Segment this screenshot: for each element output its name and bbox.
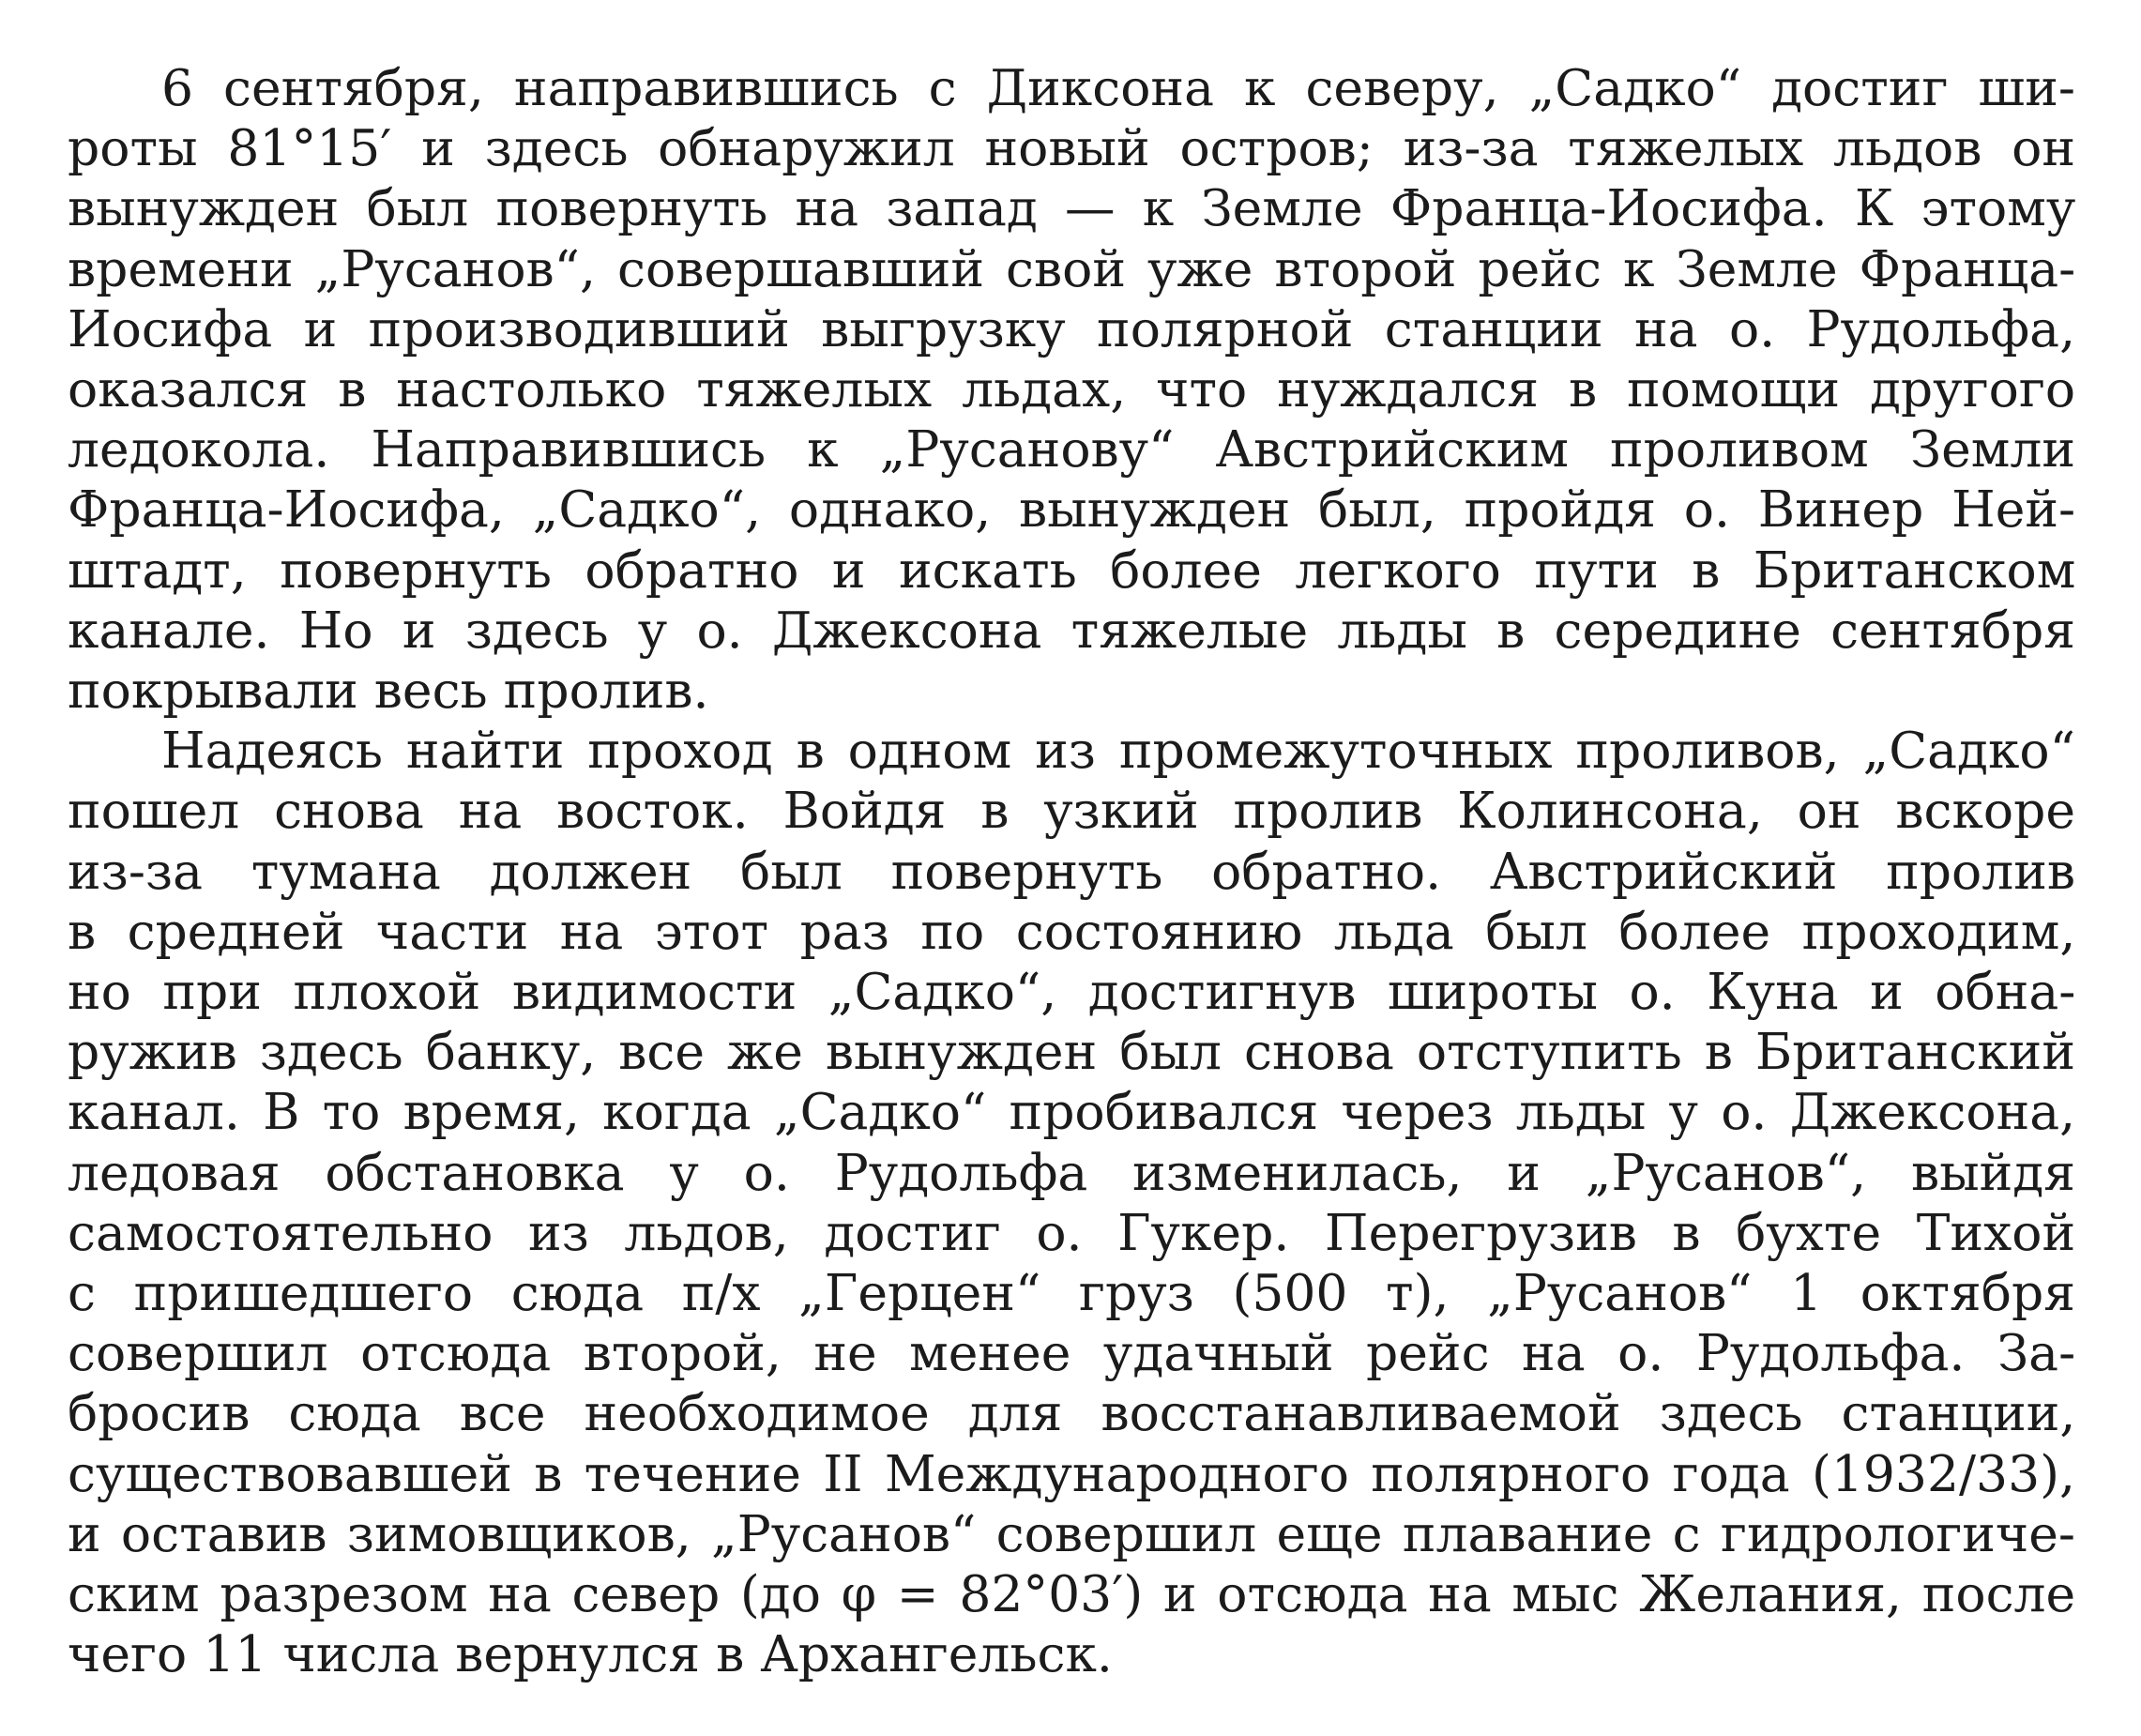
text-line: ледовая обстановка у о. Рудольфа изменилась, и „Русанов“, выйдя xyxy=(68,1142,2075,1202)
text-line: Надеясь найти проход в одном из промежуточных проливов, „Садко“ xyxy=(161,721,2075,781)
text-line: времени „Русанов“, совершавший свой уже второй рейс к Земле Франца- xyxy=(68,238,2076,298)
paragraph-1 xyxy=(68,58,2075,721)
text-line: 6 сентября, направившись с Диксона к северу, „Садко“ достиг ши- xyxy=(161,58,2075,117)
text-line: канале. Но и здесь у о. Джексона тяжелые льды в середине сентября xyxy=(68,600,2075,660)
text-line: Иосифа и производивший выгрузку полярной станции на о. Рудольфа, xyxy=(68,298,2076,358)
text-line: совершил отсюда второй, не менее удачный рейс на о. Рудольфа. За- xyxy=(68,1323,2076,1383)
text-line: Франца-Иосифа, „Садко“, однако, вынужден был, пройдя о. Винер Ней- xyxy=(68,480,2076,540)
text-line: ледокола. Направившись к „Русанову“ Австрийским проливом Земли xyxy=(68,419,2075,480)
text-line: из-за тумана должен был повернуть обратно. Австрийский пролив xyxy=(68,841,2075,901)
page-text xyxy=(68,58,2075,1684)
text-line: пошел снова на восток. Войдя в узкий пролив Колинсона, он вскоре xyxy=(68,781,2075,841)
text-line: самостоятельно из льдов, достиг о. Гукер. Перегрузив в бухте Тихой xyxy=(68,1202,2076,1262)
text-line: но при плохой видимости „Садко“, достигнув широты о. Куна и обна- xyxy=(68,962,2076,1022)
text-line: чего 11 числа вернулся в Архангельск. xyxy=(68,1624,1113,1684)
text-line: в средней части на этот раз по состоянию льда был более проходим, xyxy=(68,901,2076,961)
text-line: ружив здесь банку, все же вынужден был снова отступить в Британский xyxy=(68,1022,2075,1082)
text-line: роты 81°15′ и здесь обнаружил новый остров; из-за тяжелых льдов он xyxy=(68,118,2075,178)
text-line: покрывали весь пролив. xyxy=(68,661,709,721)
text-line: и оставив зимовщиков, „Русанов“ совершил еще плавание с гидрологиче- xyxy=(68,1503,2075,1563)
text-line: оказался в настолько тяжелых льдах, что нуждался в помощи другого xyxy=(68,359,2076,419)
text-line: с пришедшего сюда п/х „Герцен“ груз (500 т), „Русанов“ 1 октября xyxy=(68,1263,2075,1323)
text-line: ским разрезом на север (до φ = 82°03′) и отсюда на мыс Желания, после xyxy=(68,1564,2076,1624)
text-line: бросив сюда все необходимое для восстанавливаемой здесь станции, xyxy=(68,1383,2076,1443)
paragraph-2 xyxy=(68,721,2075,1684)
text-line: штадт, повернуть обратно и искать более легкого пути в Британском xyxy=(68,540,2076,600)
text-line: вынужден был повернуть на запад — к Земле Франца-Иосифа. К этому xyxy=(68,178,2076,238)
text-line: существовавшей в течение II Международного полярного года (1932/33), xyxy=(68,1443,2075,1503)
text-line: канал. В то время, когда „Садко“ пробивался через льды у о. Джексона, xyxy=(68,1082,2076,1142)
